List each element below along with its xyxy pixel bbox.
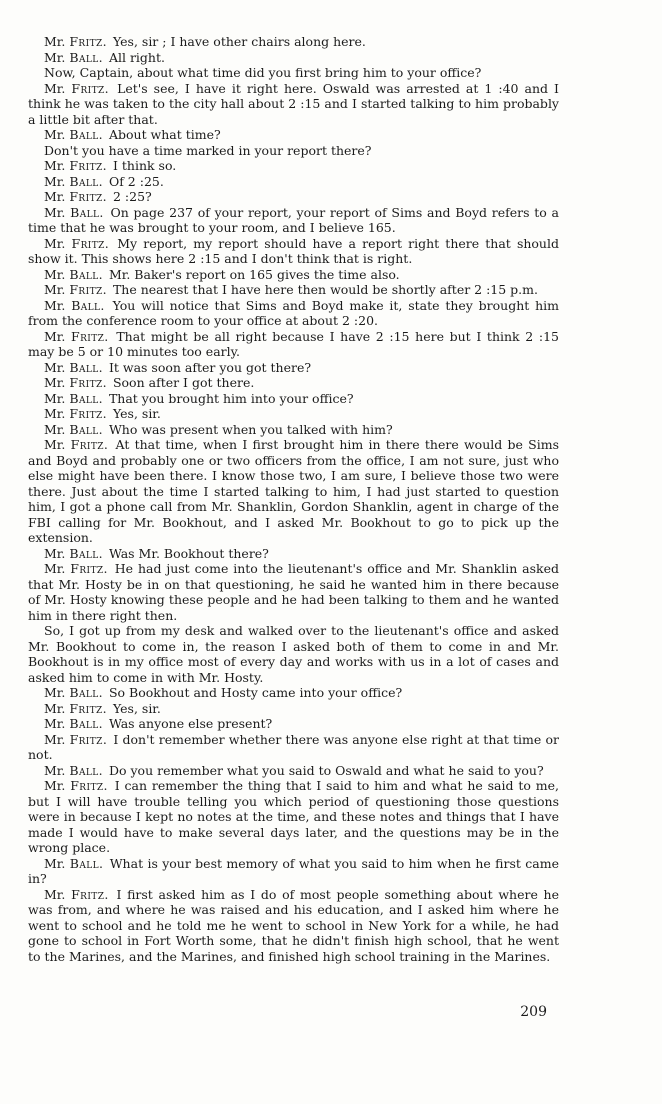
speaker-surname: Fritz. [69,731,108,747]
speaker-prefix: Mr. [44,80,72,96]
speaker-surname: Ball. [69,685,103,700]
speaker-prefix: Mr. [44,716,70,731]
speaker-name [44,329,109,344]
speaker-name [44,189,107,204]
speaker-name [44,34,107,49]
transcript-paragraph: Mr. Ball. All right. [44,49,165,65]
transcript-paragraph: Mr. Fritz. 2 :25? [44,189,152,204]
speaker-prefix: Mr. [44,297,72,313]
speaker-prefix: Mr. [44,49,70,65]
speaker-surname: Fritz. [69,375,107,390]
speaker-surname: Ball. [69,716,103,731]
transcript-paragraph: Mr. Fritz. Soon after I got there. [44,375,255,390]
speaker-name [44,360,103,375]
transcript-paragraph: Mr. Ball. You will notice that Sims and Boyd make it, state they brought him from the conference room to your office at about 2 :20. [28,297,559,328]
speaker-name [44,716,103,731]
speaker-name [44,158,107,173]
speaker-surname: Fritz. [71,235,110,251]
transcript-paragraph: Mr. Ball. What is your best memory of what you said to him when he first came in? [28,855,559,886]
transcript-paragraph: Mr. Ball. About what time? [44,127,221,142]
speaker-surname: Ball. [69,421,103,437]
speaker-prefix: Mr. [44,375,70,390]
speaker-name [44,81,109,96]
speaker-name [44,50,103,65]
speaker-surname: Fritz. [69,34,107,49]
speaker-name [44,701,107,716]
speaker-prefix: Mr. [44,328,72,344]
transcript-paragraph: Mr. Fritz. That might be all right because I have 2 :15 here but I think 2 :15 may be 5 or 10 minutes too early. [28,328,559,359]
transcript-paragraph: So, I got up from my desk and walked over to the lieutenant's office and asked Mr. Bookhout to come in, the reason I asked both of them to come in and Mr. Bookhout is in my office most of every day and works with us in a lot of cases and asked him to come in with Mr. Hosty. [28,623,559,685]
transcript-paragraph: Mr. Ball. Who was present when you talked with him? [44,421,393,437]
speaker-surname: Fritz. [71,886,109,902]
speaker-surname: Ball. [69,390,103,406]
speaker-name [44,174,103,189]
speaker-prefix: Mr. [44,359,70,375]
speaker-prefix: Mr. [44,127,70,142]
speaker-prefix: Mr. [44,158,70,173]
speaker-name [44,561,108,576]
speaker-surname: Ball. [69,762,103,778]
speaker-prefix: Mr. [44,34,70,49]
speaker-prefix: Mr. [44,561,71,576]
transcript-body [28,34,559,964]
speaker-name [44,763,103,778]
speaker-surname: Fritz. [69,282,107,297]
speaker-name [44,298,105,313]
speaker-name [44,282,107,297]
transcript-paragraph: Don't you have a time marked in your report there? [44,142,372,158]
transcript-paragraph: Mr. Ball. Do you remember what you said to Oswald and what he said to you? [44,762,544,778]
transcript-paragraph: Mr. Ball. On page 237 of your report, your report of Sims and Boyd refers to a time that he was brought to your room, and I believe 165. [28,204,559,235]
transcript-paragraph: Mr. Fritz. My report, my report should have a report right there that should show it. This shows here 2 :15 and I don't think that is right. [28,235,559,266]
speaker-surname: Ball. [69,855,104,871]
speaker-name [44,437,108,452]
transcript-paragraph: Mr. Ball. That you brought him into your office? [44,390,354,406]
speaker-surname: Ball. [69,127,103,142]
speaker-surname: Fritz. [70,778,108,793]
transcript-paragraph: Mr. Fritz. I can remember the thing that I said to him and what he said to me, but I will have trouble telling you which period of questioning those questions were in because I kept no notes at the time, and these notes and things that I have made I would have to make several days later, and the questions may be in the wrong place. [28,778,559,855]
speaker-name [44,236,109,251]
speaker-name [44,422,103,437]
speaker-prefix: Mr. [44,545,70,561]
speaker-surname: Ball. [69,49,103,65]
speaker-prefix: Mr. [44,700,70,716]
transcript-paragraph: Mr. Fritz. Let's see, I have it right here. Oswald was arrested at 1 :40 and I think he was taken to the city hall about 2 :15 and I started talking to him probably a little bit after that. [28,80,559,127]
speaker-prefix: Mr. [44,406,70,421]
speaker-prefix: Mr. [44,266,70,282]
speaker-surname: Fritz. [69,189,107,204]
speaker-name [44,267,103,282]
speaker-prefix: Mr. [44,390,70,406]
speaker-prefix: Mr. [44,189,70,204]
transcript-paragraph: Mr. Fritz. The nearest that I have here then would be shortly after 2 :15 p.m. [44,282,538,297]
speaker-name [44,205,104,220]
speaker-prefix: Mr. [44,762,70,778]
speaker-surname: Fritz. [69,158,107,173]
speaker-prefix: Mr. [44,886,72,902]
transcript-paragraph: Mr. Fritz. I don't remember whether there was anyone else right at that time or not. [28,731,559,762]
speaker-surname: Fritz. [71,80,110,96]
page-number: 209 [520,1004,547,1020]
transcript-paragraph: Mr. Ball. Mr. Baker's report on 165 gives the time also. [44,266,400,282]
speaker-prefix: Mr. [44,173,70,189]
speaker-surname: Fritz. [71,328,109,344]
transcript-paragraph: Mr. Fritz. At that time, when I first brought him in there there would be Sims and Boyd and probably one or two officers from the office, I am not sure, just who else might have been there. I know those two, I am sure, I believe those two were there. Just about the time I started talking to him, I had just started to question him, I got a phone call from Mr. Shanklin, Gordon Shanklin, agent in charge of the FBI calling for Mr. Bookhout, and I asked Mr. Bookhout to go to pick up the extension. [28,437,559,545]
transcript-paragraph: Mr. Ball. Was anyone else present? [44,716,273,731]
transcript-paragraph: Mr. Ball. It was soon after you got there? [44,359,312,375]
speaker-surname: Fritz. [69,700,107,716]
speaker-name [44,391,103,406]
speaker-prefix: Mr. [44,282,70,297]
speaker-name [44,685,103,700]
transcript-paragraph: Mr. Fritz. I think so. [44,158,177,173]
speaker-surname: Ball. [69,173,103,189]
speaker-surname: Ball. [71,297,105,313]
transcript-paragraph: Mr. Ball. Of 2 :25. [44,173,164,189]
speaker-prefix: Mr. [44,778,71,793]
transcript-paragraph: Mr. Fritz. Yes, sir. [44,700,161,716]
transcript-paragraph: Mr. Fritz. Yes, sir ; I have other chairs along here. [44,34,366,49]
transcript-paragraph: Mr. Ball. Was Mr. Bookhout there? [44,545,269,561]
speaker-prefix: Mr. [44,204,71,220]
transcript-paragraph: Mr. Fritz. I first asked him as I do of most people something about where he was from, and where he was raised and his education, and I asked him where he went to school and he told me he went to school in New York for a while, he had gone to school in Fort Worth some, that he didn't finish high school, that he went to the Marines, and the Marines, and finished high school training in the Marines. [28,886,559,964]
transcript-paragraph: Mr. Fritz. He had just come into the lieutenant's office and Mr. Shanklin asked that Mr. Hosty be in on that questioning, he said he wanted him in there because of Mr. Hosty knowing these people and he had been talking to them and he wanted him in there right then. [28,561,559,623]
transcript-paragraph: Now, Captain, about what time did you first bring him to your office? [44,65,482,80]
speaker-name [44,375,107,390]
speaker-prefix: Mr. [44,437,71,452]
speaker-name [44,887,109,902]
speaker-name [44,406,107,421]
speaker-name [44,732,107,747]
speaker-prefix: Mr. [44,235,72,251]
speaker-surname: Fritz. [70,437,109,452]
speaker-name [44,127,103,142]
transcript-paragraph: Mr. Fritz. Yes, sir. [44,406,161,421]
speaker-name [44,546,103,561]
speaker-prefix: Mr. [44,855,70,871]
speaker-name [44,856,103,871]
speaker-surname: Fritz. [69,406,107,421]
speaker-surname: Fritz. [70,561,108,576]
speaker-prefix: Mr. [44,421,70,437]
speaker-surname: Ball. [69,266,103,282]
speaker-surname: Ball. [70,204,104,220]
transcript-paragraph: Mr. Ball. So Bookhout and Hosty came into your office? [44,685,403,700]
speaker-prefix: Mr. [44,731,70,747]
speaker-prefix: Mr. [44,685,70,700]
speaker-surname: Ball. [69,359,103,375]
speaker-surname: Ball. [69,545,103,561]
speaker-name [44,778,108,793]
